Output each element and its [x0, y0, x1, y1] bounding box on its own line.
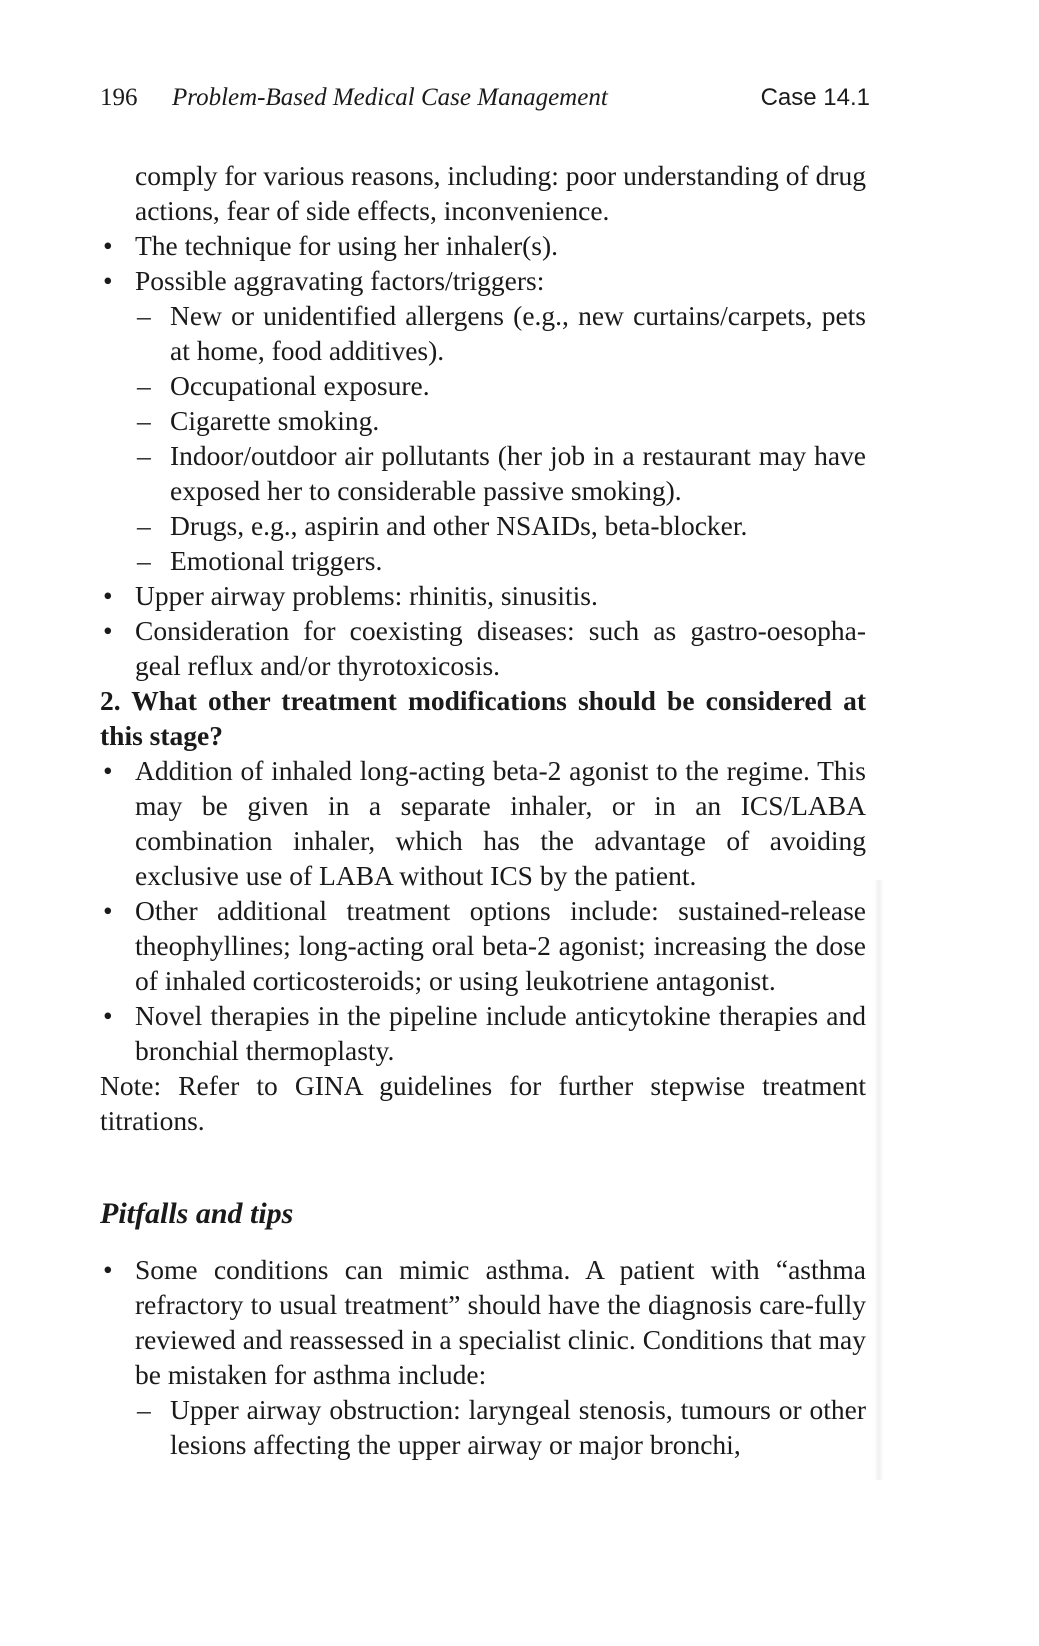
book-title: Problem-Based Medical Case Management — [172, 84, 608, 111]
list-item-triggers — [100, 263, 866, 298]
list-item: – Cigarette smoking. — [135, 403, 866, 438]
continuation-text: comply for various reasons, including: poor understanding of drug actions, fear of side effects, inconvenience. — [135, 160, 866, 226]
mimic-list — [135, 1392, 866, 1462]
list-item: • The technique for using her inhaler(s). — [100, 228, 866, 263]
list-item: • Consideration for coexisting diseases: such as gastro-oesopha-geal reflux and/or thyrotoxicosis. — [100, 613, 866, 683]
list-item: – Occupational exposure. — [135, 368, 866, 403]
list-item: • Some conditions can mimic asthma. A patient with “asthma refractory to usual treatment” should have the diagnosis care-fully reviewed and reassessed in a specialist clinic. Conditions that may be mistaken for asthma include: — [100, 1252, 866, 1392]
airway-bullets — [100, 578, 866, 683]
list-item: – Drugs, e.g., aspirin and other NSAIDs, beta-blocker. — [135, 508, 866, 543]
question-heading: 2. What other treatment modifications should be considered at this stage? — [100, 685, 866, 751]
note-text: Note: Refer to GINA guidelines for further stepwise treatment titrations. — [100, 1070, 866, 1136]
list-item: – Indoor/outdoor air pollutants (her job in a restaurant may have exposed her to considerable passive smoking). — [135, 438, 866, 508]
section-heading: Pitfalls and tips — [100, 1197, 294, 1230]
list-item-label: Possible aggravating factors/triggers: — [135, 265, 545, 296]
running-head — [100, 84, 870, 120]
assessment-bullets — [100, 228, 866, 298]
treatment-bullets — [100, 753, 866, 1068]
page-number: 196 — [100, 84, 138, 111]
scan-edge-shadow — [874, 880, 884, 1480]
case-label: Case 14.1 — [760, 84, 870, 111]
list-item: – Upper airway obstruction: laryngeal stenosis, tumours or other lesions affecting the upper airway or major bronchi, — [135, 1392, 866, 1462]
page-body — [100, 158, 866, 1462]
list-item: • Upper airway problems: rhinitis, sinusitis. — [100, 578, 866, 613]
pitfall-bullets — [100, 1252, 866, 1392]
list-item: – New or unidentified allergens (e.g., new curtains/carpets, pets at home, food additives). — [135, 298, 866, 368]
list-item: • Novel therapies in the pipeline include anticytokine therapies and bronchial thermoplasty. — [100, 998, 866, 1068]
list-item: • Other additional treatment options include: sustained-release theophyllines; long-acting oral beta-2 agonist; increasing the dose of inhaled corticosteroids; or using leukotriene antagonist. — [100, 893, 866, 998]
list-item: – Emotional triggers. — [135, 543, 866, 578]
trigger-list — [135, 298, 866, 578]
list-item: • Addition of inhaled long-acting beta-2 agonist to the regime. This may be given in a separate inhaler, or in an ICS/LABA combination inhaler, which has the advantage of avoiding exclusive use of LABA without ICS by the patient. — [100, 753, 866, 893]
